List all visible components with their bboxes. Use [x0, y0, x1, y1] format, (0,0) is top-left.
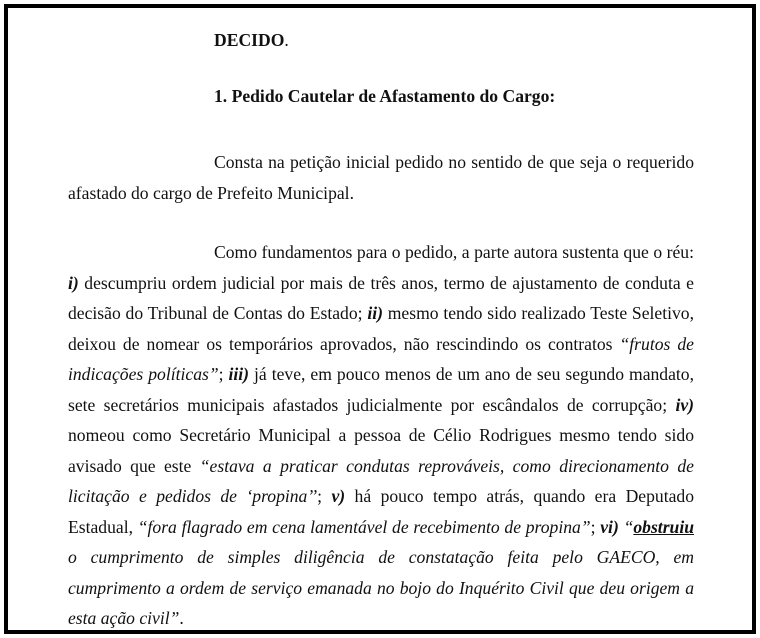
item-marker: i) [68, 272, 79, 293]
item-marker: iv) [675, 394, 694, 415]
grounds-text: descumpriu ordem judicial por mais de três anos, termo de ajustamento de conduta e decisão do Tribunal de Contas do Estado; [68, 272, 694, 323]
grounds-text: já teve, em pouco menos de um ano de seu segundo mandato, sete secretários municipais afastados judicialmente por escândalos de corrupção; [68, 364, 694, 415]
item-marker: v) [331, 486, 346, 506]
grounds-text: ; [218, 364, 229, 384]
section-heading: 1. Pedido Cautelar de Afastamento do Cargo: [214, 86, 556, 106]
decision-heading-punct: . [284, 30, 289, 50]
grounds-text: Como fundamentos para o pedido, a parte autora sustenta que o réu: [214, 242, 694, 262]
paragraph-grounds [68, 237, 694, 634]
decision-heading [214, 30, 289, 51]
emphasized-underlined-word: obstruiu [633, 516, 694, 537]
paragraph-request: Consta na petição inicial pedido no sentido de que seja o requerido afastado do cargo de Prefeito Municipal. [68, 152, 694, 203]
grounds-text: há pouco tempo atrás, quando era Deputado Estadual, [68, 486, 694, 537]
grounds-text: ; [590, 516, 601, 537]
quoted-text: “fora flagrado em cena lamentável de recebimento de propina” [137, 516, 591, 537]
quoted-text: “frutos de indicações políticas” [68, 333, 694, 384]
grounds-text: ; [317, 486, 332, 506]
quoted-text: o cumprimento de simples diligência de constatação feita pelo GAECO, em cumprimento a ordem de serviço emanada no bojo do Inquérito Civil que deu origem a esta ação civil” [68, 547, 694, 628]
item-marker: iii) [228, 364, 250, 384]
item-marker: vi) [600, 516, 619, 537]
quoted-text: “estava a praticar condutas reprováveis, como direcionamento de licitação e pedidos de ‘propina’’ [68, 455, 694, 506]
decision-heading-word: DECIDO [214, 30, 285, 50]
item-marker: ii) [367, 303, 383, 323]
grounds-text: nomeou como Secretário Municipal a pessoa de Célio Rodrigues mesmo tendo sido avisado que este [68, 425, 694, 476]
grounds-text: mesmo tendo sido realizado Teste Seletivo, deixou de nomear os temporários aprovados, não rescindindo os contratos [68, 303, 694, 354]
quoted-text: “ [623, 516, 634, 537]
page-frame [4, 4, 756, 634]
grounds-text: . [179, 608, 184, 628]
